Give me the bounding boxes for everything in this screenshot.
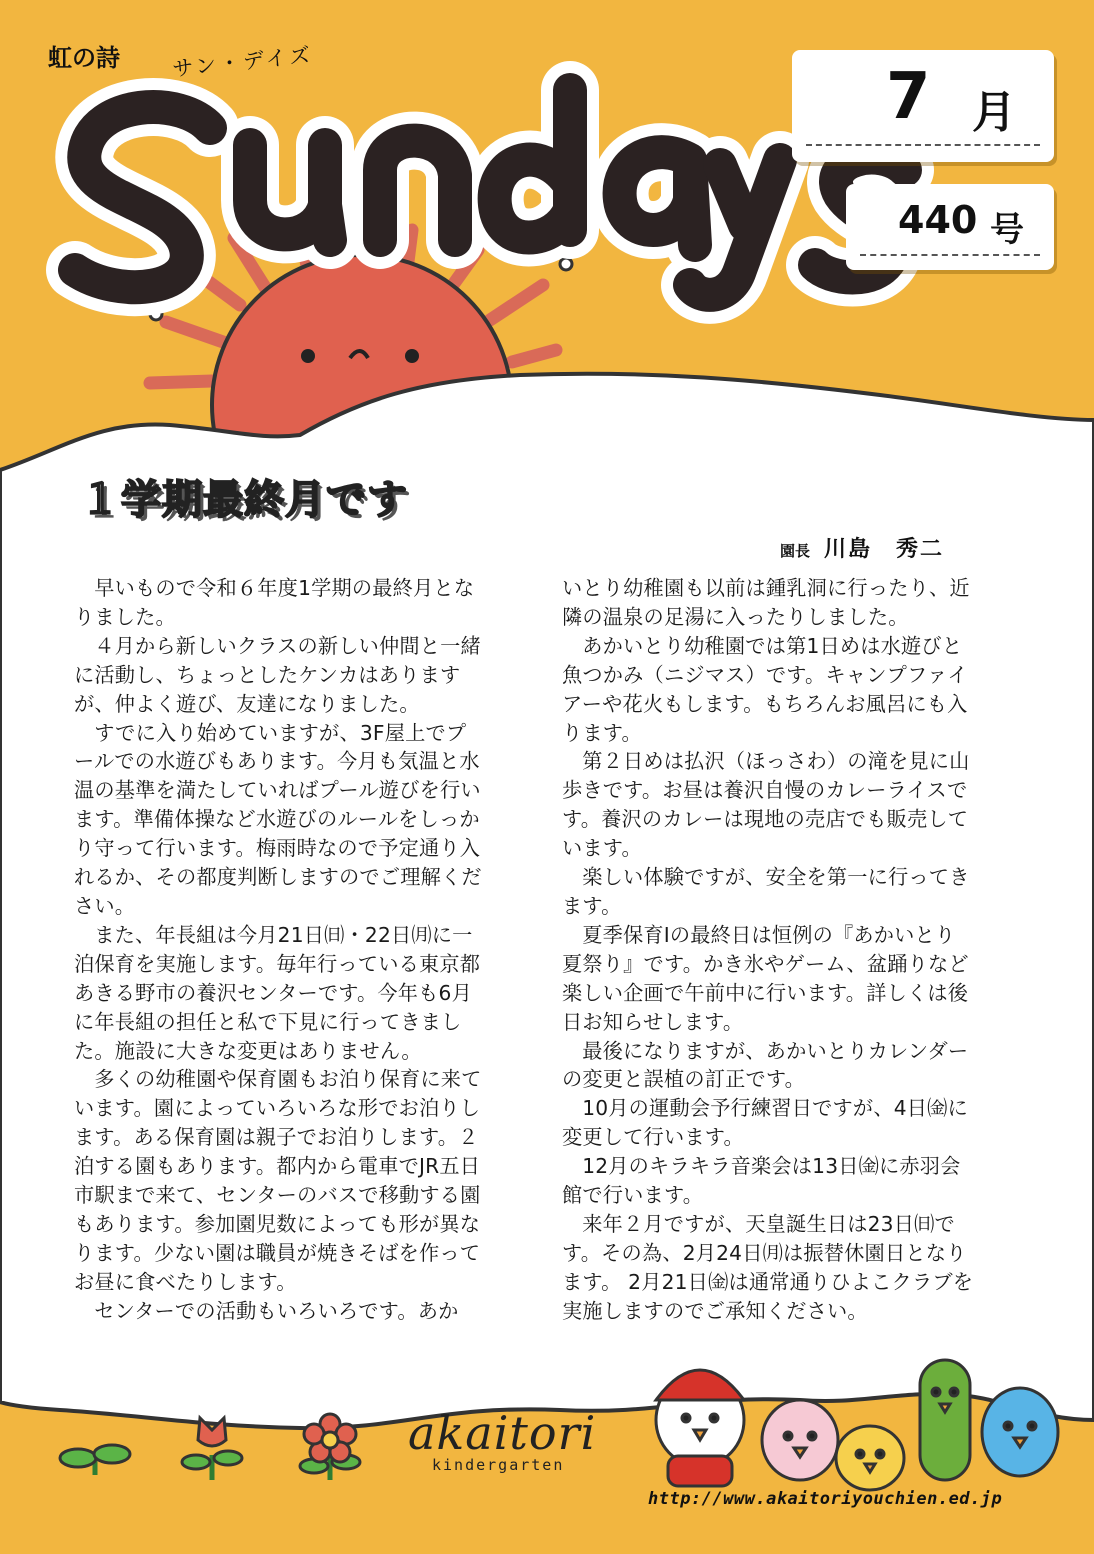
- paragraph: 楽しい体験ですが、安全を第一に行ってきます。: [562, 865, 970, 918]
- paragraph: 12月のキラキラ音楽会は13日㈮に赤羽会館で行います。: [562, 1154, 961, 1208]
- article-headline: １学期最終月です: [80, 477, 408, 523]
- issue-box: [846, 184, 1054, 270]
- website-url[interactable]: http://www.akaitoriyouchien.ed.jp: [648, 1489, 1003, 1509]
- paragraph: また、年長組は今月21日㈰・22日㈪に一泊保育を実施します。毎年行っている東京都あきる野市の養沢センターです。今年も6月に年長組の担任と私で下見に行ってきました。施設に大きな変更はありません。: [74, 922, 481, 1063]
- logo-sub: kindergarten: [432, 1456, 565, 1474]
- issue-unit: 号: [990, 210, 1024, 250]
- paragraph: すでに入り始めていますが、3F屋上でプールでの水遊びもあります。今月も気温と水温の基準を満たしていればプール遊びを行います。準備体操など水遊びのルールをしっかり守って行います。梅雨時なので予定通り入れるか、その都度判断しますのでご理解ください。: [74, 720, 482, 918]
- author-role: 園長: [780, 542, 811, 560]
- sundays-logo-art: [75, 90, 905, 295]
- author-line: [780, 532, 944, 563]
- paragraph: あかいとり幼稚園では第1日めは水遊びと魚つかみ（ニジマス）です。キャンプファイアーや花火もします。もちろんお風呂にも入ります。: [562, 633, 968, 745]
- issue-number: 440: [898, 198, 978, 242]
- month-number: 7: [886, 60, 931, 134]
- tulip-icon: [182, 1418, 242, 1480]
- author-name: 川島 秀二: [824, 537, 945, 562]
- article-left-column: [74, 574, 486, 1326]
- kindergarten-logo: [408, 1406, 618, 1474]
- paragraph: 来年２月ですが、天皇誕生日は23日㈰です。その為、2月24日㈪は振替休園日となります。 2月21日㈮は通常通りひよこクラブを実施しますのでご承知ください。: [562, 1211, 974, 1323]
- logo-main: akaitori: [408, 1406, 597, 1460]
- paragraph: ４月から新しいクラスの新しい仲間と一緒に活動し、ちょっとしたケンカはありますが、仲よく遊び、友達になりました。: [74, 633, 481, 716]
- series-title: 虹の詩: [48, 44, 120, 72]
- paragraph: 最後になりますが、あかいとりカレンダーの変更と誤植の訂正です。: [562, 1038, 969, 1092]
- flower-icon: [300, 1414, 360, 1480]
- paragraph: 10月の運動会予行練習日ですが、4日㈮に変更して行います。: [562, 1096, 968, 1150]
- paragraph: 多くの幼稚園や保育園もお泊り保育に来ています。園によっていろいろな形でお泊りします。ある保育園は親子でお泊りします。２泊する園もあります。都内から電車でJR五日市駅まで来て、センターのバスで移動する園もあります。参加園児数によっても形が異なります。少ない園は職員が焼きそばを作ってお昼に食べたりします。: [74, 1067, 482, 1294]
- title-ruby: サン・デイズ: [171, 42, 315, 82]
- paragraph: 夏季保育Ⅰの最終日は恒例の『あかいとり夏祭り』です。かき氷やゲーム、盆踊りなど楽しい企画で午前中に行います。詳しくは後日お知らせします。: [562, 922, 969, 1034]
- paragraph: センターでの活動もいろいろです。あか: [94, 1298, 459, 1323]
- month-box: [792, 50, 1054, 162]
- article-right-column: [562, 574, 974, 1326]
- paragraph: 早いもので令和６年度1学期の最終月となりました。: [74, 576, 475, 629]
- sprout-icon: [60, 1445, 130, 1475]
- month-unit: 月: [972, 87, 1016, 138]
- paragraph: いとり幼稚園も以前は鍾乳洞に行ったり、近隣の温泉の足湯に入ったりしました。: [562, 576, 970, 629]
- paragraph: 第２日めは払沢（ほっさわ）の滝を見に山歩きです。お昼は養沢自慢のカレーライスです。養沢のカレーは現地の売店でも販売しています。: [562, 749, 970, 861]
